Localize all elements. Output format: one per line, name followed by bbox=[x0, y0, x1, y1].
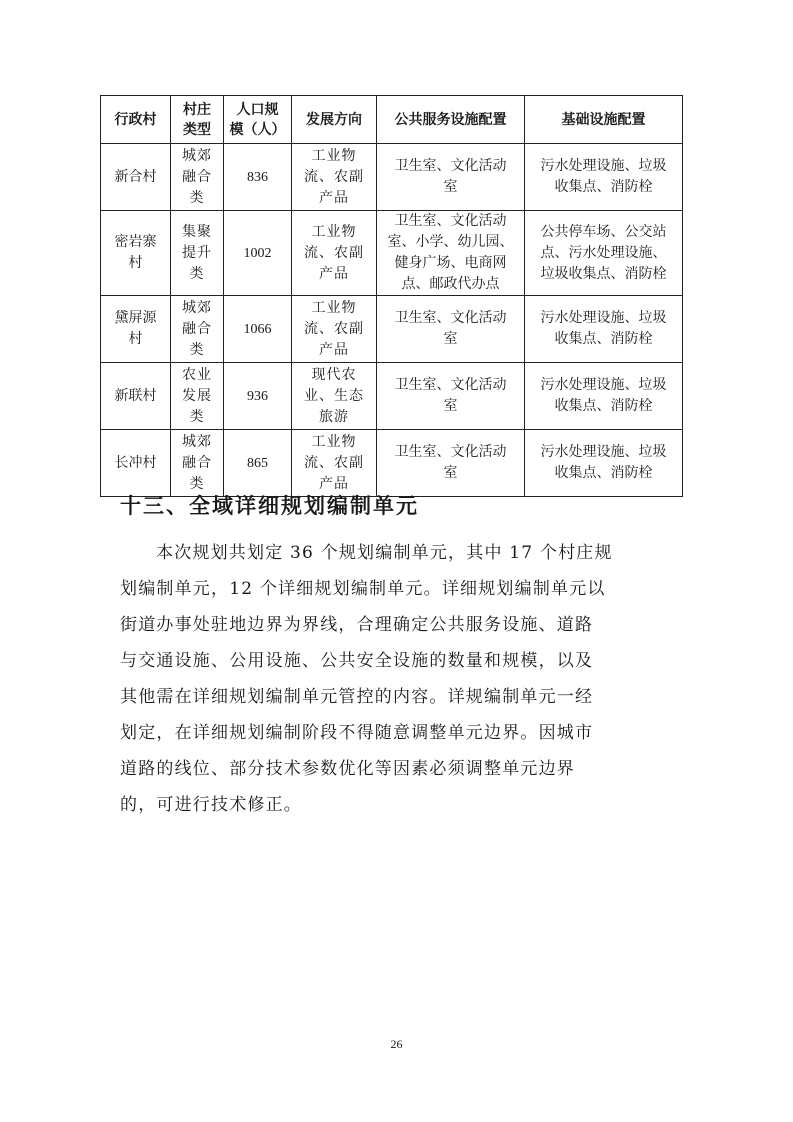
cell-population: 865 bbox=[224, 430, 292, 497]
paragraph-line: 的，可进行技术修正。 bbox=[120, 795, 302, 815]
cell-type: 城郊 融合 类 bbox=[171, 430, 224, 497]
cell-public-service: 卫生室、文化活动 室 bbox=[377, 144, 525, 211]
cell-public-service: 卫生室、文化活动 室 bbox=[377, 296, 525, 363]
cell-infrastructure: 污水处理设施、垃圾 收集点、消防栓 bbox=[525, 296, 683, 363]
cell-population: 936 bbox=[224, 363, 292, 430]
cell-infrastructure: 污水处理设施、垃圾 收集点、消防栓 bbox=[525, 430, 683, 497]
header-population: 人口规 模（人） bbox=[224, 96, 292, 144]
header-direction: 发展方向 bbox=[292, 96, 377, 144]
cell-direction: 现代农 业、生态 旅游 bbox=[292, 363, 377, 430]
section-title: 十三、全域详细规划编制单元 bbox=[120, 494, 419, 518]
cell-infrastructure: 污水处理设施、垃圾 收集点、消防栓 bbox=[525, 144, 683, 211]
cell-direction: 工业物 流、农副 产品 bbox=[292, 211, 377, 296]
cell-public-service: 卫生室、文化活动 室、小学、幼儿园、 健身广场、电商网 点、邮政代办点 bbox=[377, 211, 525, 296]
table-row bbox=[101, 363, 683, 430]
cell-village: 长冲村 bbox=[101, 430, 171, 497]
cell-infrastructure: 公共停车场、公交站 点、污水处理设施、 垃圾收集点、消防栓 bbox=[525, 211, 683, 296]
table-header-row bbox=[101, 96, 683, 144]
cell-infrastructure: 污水处理设施、垃圾 收集点、消防栓 bbox=[525, 363, 683, 430]
paragraph-line: 划编制单元，12 个详细规划编制单元。详细规划编制单元以 bbox=[120, 579, 606, 599]
cell-village: 新合村 bbox=[101, 144, 171, 211]
paragraph-line: 道路的线位、部分技术参数优化等因素必须调整单元边界 bbox=[120, 759, 575, 779]
cell-population: 1002 bbox=[224, 211, 292, 296]
cell-direction: 工业物 流、农副 产品 bbox=[292, 430, 377, 497]
cell-village: 黛屏源 村 bbox=[101, 296, 171, 363]
paragraph-line: 本次规划共划定 36 个规划编制单元，其中 17 个村庄规 bbox=[156, 543, 613, 563]
cell-public-service: 卫生室、文化活动 室 bbox=[377, 430, 525, 497]
header-public-service: 公共服务设施配置 bbox=[377, 96, 525, 144]
cell-type: 集聚 提升 类 bbox=[171, 211, 224, 296]
header-village: 行政村 bbox=[101, 96, 171, 144]
header-infrastructure: 基础设施配置 bbox=[525, 96, 683, 144]
cell-type: 城郊 融合 类 bbox=[171, 296, 224, 363]
cell-type: 农业 发展 类 bbox=[171, 363, 224, 430]
cell-type: 城郊 融合 类 bbox=[171, 144, 224, 211]
paragraph-line: 街道办事处驻地边界为界线，合理确定公共服务设施、道路 bbox=[120, 615, 594, 635]
paragraph-line: 与交通设施、公用设施、公共安全设施的数量和规模，以及 bbox=[120, 651, 594, 671]
body-paragraph bbox=[120, 535, 686, 823]
paragraph-line: 划定，在详细规划编制阶段不得随意调整单元边界。因城市 bbox=[120, 723, 594, 743]
page-number: 26 bbox=[390, 1037, 403, 1051]
table-row bbox=[101, 211, 683, 296]
table-row bbox=[101, 430, 683, 497]
village-table bbox=[100, 95, 683, 497]
cell-direction: 工业物 流、农副 产品 bbox=[292, 144, 377, 211]
paragraph-line: 其他需在详细规划编制单元管控的内容。详规编制单元一经 bbox=[120, 687, 594, 707]
cell-public-service: 卫生室、文化活动 室 bbox=[377, 363, 525, 430]
cell-village: 密岩寨 村 bbox=[101, 211, 171, 296]
cell-village: 新联村 bbox=[101, 363, 171, 430]
header-type: 村庄 类型 bbox=[171, 96, 224, 144]
table-row bbox=[101, 296, 683, 363]
cell-population: 1066 bbox=[224, 296, 292, 363]
table-row bbox=[101, 144, 683, 211]
cell-direction: 工业物 流、农副 产品 bbox=[292, 296, 377, 363]
cell-population: 836 bbox=[224, 144, 292, 211]
